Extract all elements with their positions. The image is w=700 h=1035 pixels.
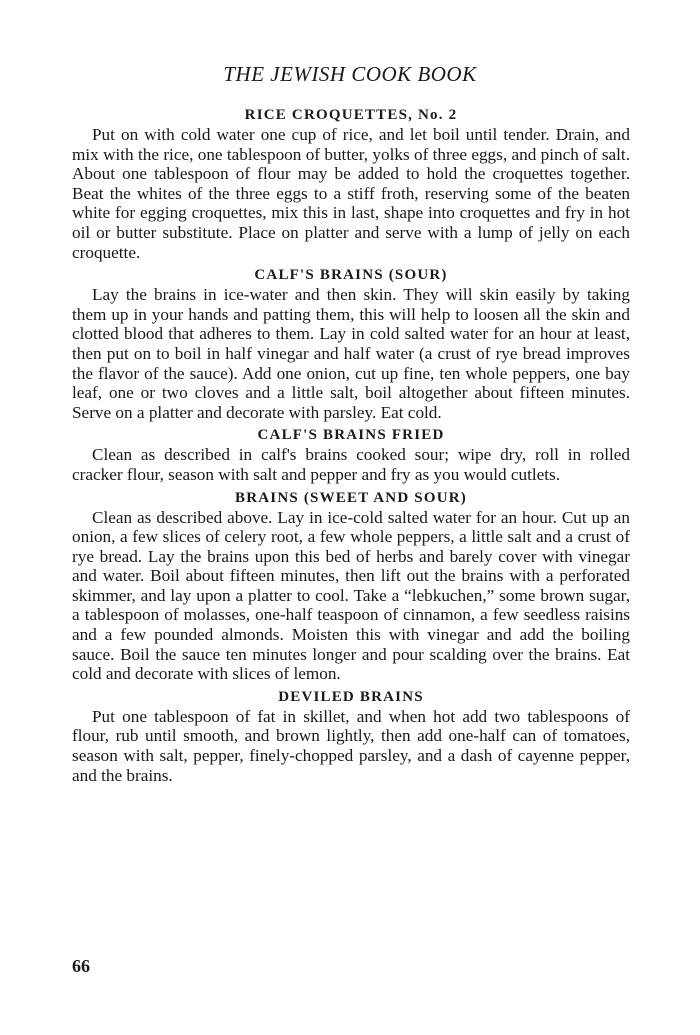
recipe-deviled-brains: [72, 684, 630, 785]
recipe-title: CALF'S BRAINS (SOUR): [254, 267, 448, 284]
recipe-body: Clean as described above. Lay in ice-cold salted water for an hour. Cut up an onion, a few slices of celery root, a few whole peppers, a little salt and a crust of rye bread. Lay the brains upon this bed of herbs and barely cover with vinegar and water. Boil about fifteen minutes, then lift out the brains with a perforated skimmer, and lay upon a platter to cool. Take a “lebkuchen,” some brown sugar, a tablespoon of molasses, one-half teaspoon of cinnamon, a few seedless raisins and a few pounded almonds. Moisten this with vinegar and add the boiling sauce. Boil the sauce ten minutes longer and pour scalding over the brains. Eat cold and decorate with slices of lemon.: [72, 507, 630, 684]
recipe-body: Put one tablespoon of fat in skillet, and when hot add two tablespoons of flour, rub until smooth, and brown lightly, then add one-half can of tomatoes, season with salt, pepper, finely-chopped parsley, and a dash of cayenne pepper, and the brains.: [72, 706, 630, 785]
recipe-rice-croquettes: [72, 102, 630, 262]
recipe-body: Lay the brains in ice-water and then skin. They will skin easily by taking them up in your hands and patting them, this will help to loosen all the skin and clotted blood that adheres to them. Lay in cold salted water for an hour at least, then put on to boil in half vinegar and half water (a crust of rye bread improves the flavor of the sauce). Add one onion, cut up fine, ten whole peppers, one bay leaf, one or two cloves and a little salt, boil altogether about fifteen minutes. Serve on a platter and decorate with parsley. Eat cold.: [72, 285, 630, 422]
page-content: [72, 102, 630, 785]
page-number: 66: [72, 956, 90, 976]
recipe-brains-sweet-and-sour: [72, 485, 630, 684]
recipe-body: Clean as described in calf's brains cooked sour; wipe dry, roll in rolled cracker flour, season with salt and pepper and fry as you would cutlets.: [72, 445, 630, 484]
recipe-title: RICE CROQUETTES, No. 2: [244, 107, 458, 123]
recipe-title: BRAINS (SWEET AND SOUR): [235, 489, 467, 506]
recipe-title: CALF'S BRAINS FRIED: [257, 427, 445, 444]
recipe-calfs-brains-fried: [72, 422, 630, 484]
recipe-calfs-brains-sour: [72, 262, 630, 422]
recipe-title: DEVILED BRAINS: [278, 688, 424, 705]
recipe-body: Put on with cold water one cup of rice, and let boil until tender. Drain, and mix with the rice, one tablespoon of butter, yolks of three eggs, and pinch of salt. About one tablespoon of flour may be added to hold the croquettes together. Beat the whites of the three eggs to a stiff froth, reserving some of the beaten white for egging croquettes, mix this in last, shape into croquettes and fry in hot oil or butter substitute. Place on platter and serve with a lump of jelly on each croquette.: [72, 125, 630, 262]
running-title: THE JEWISH COOK BOOK: [223, 62, 477, 86]
